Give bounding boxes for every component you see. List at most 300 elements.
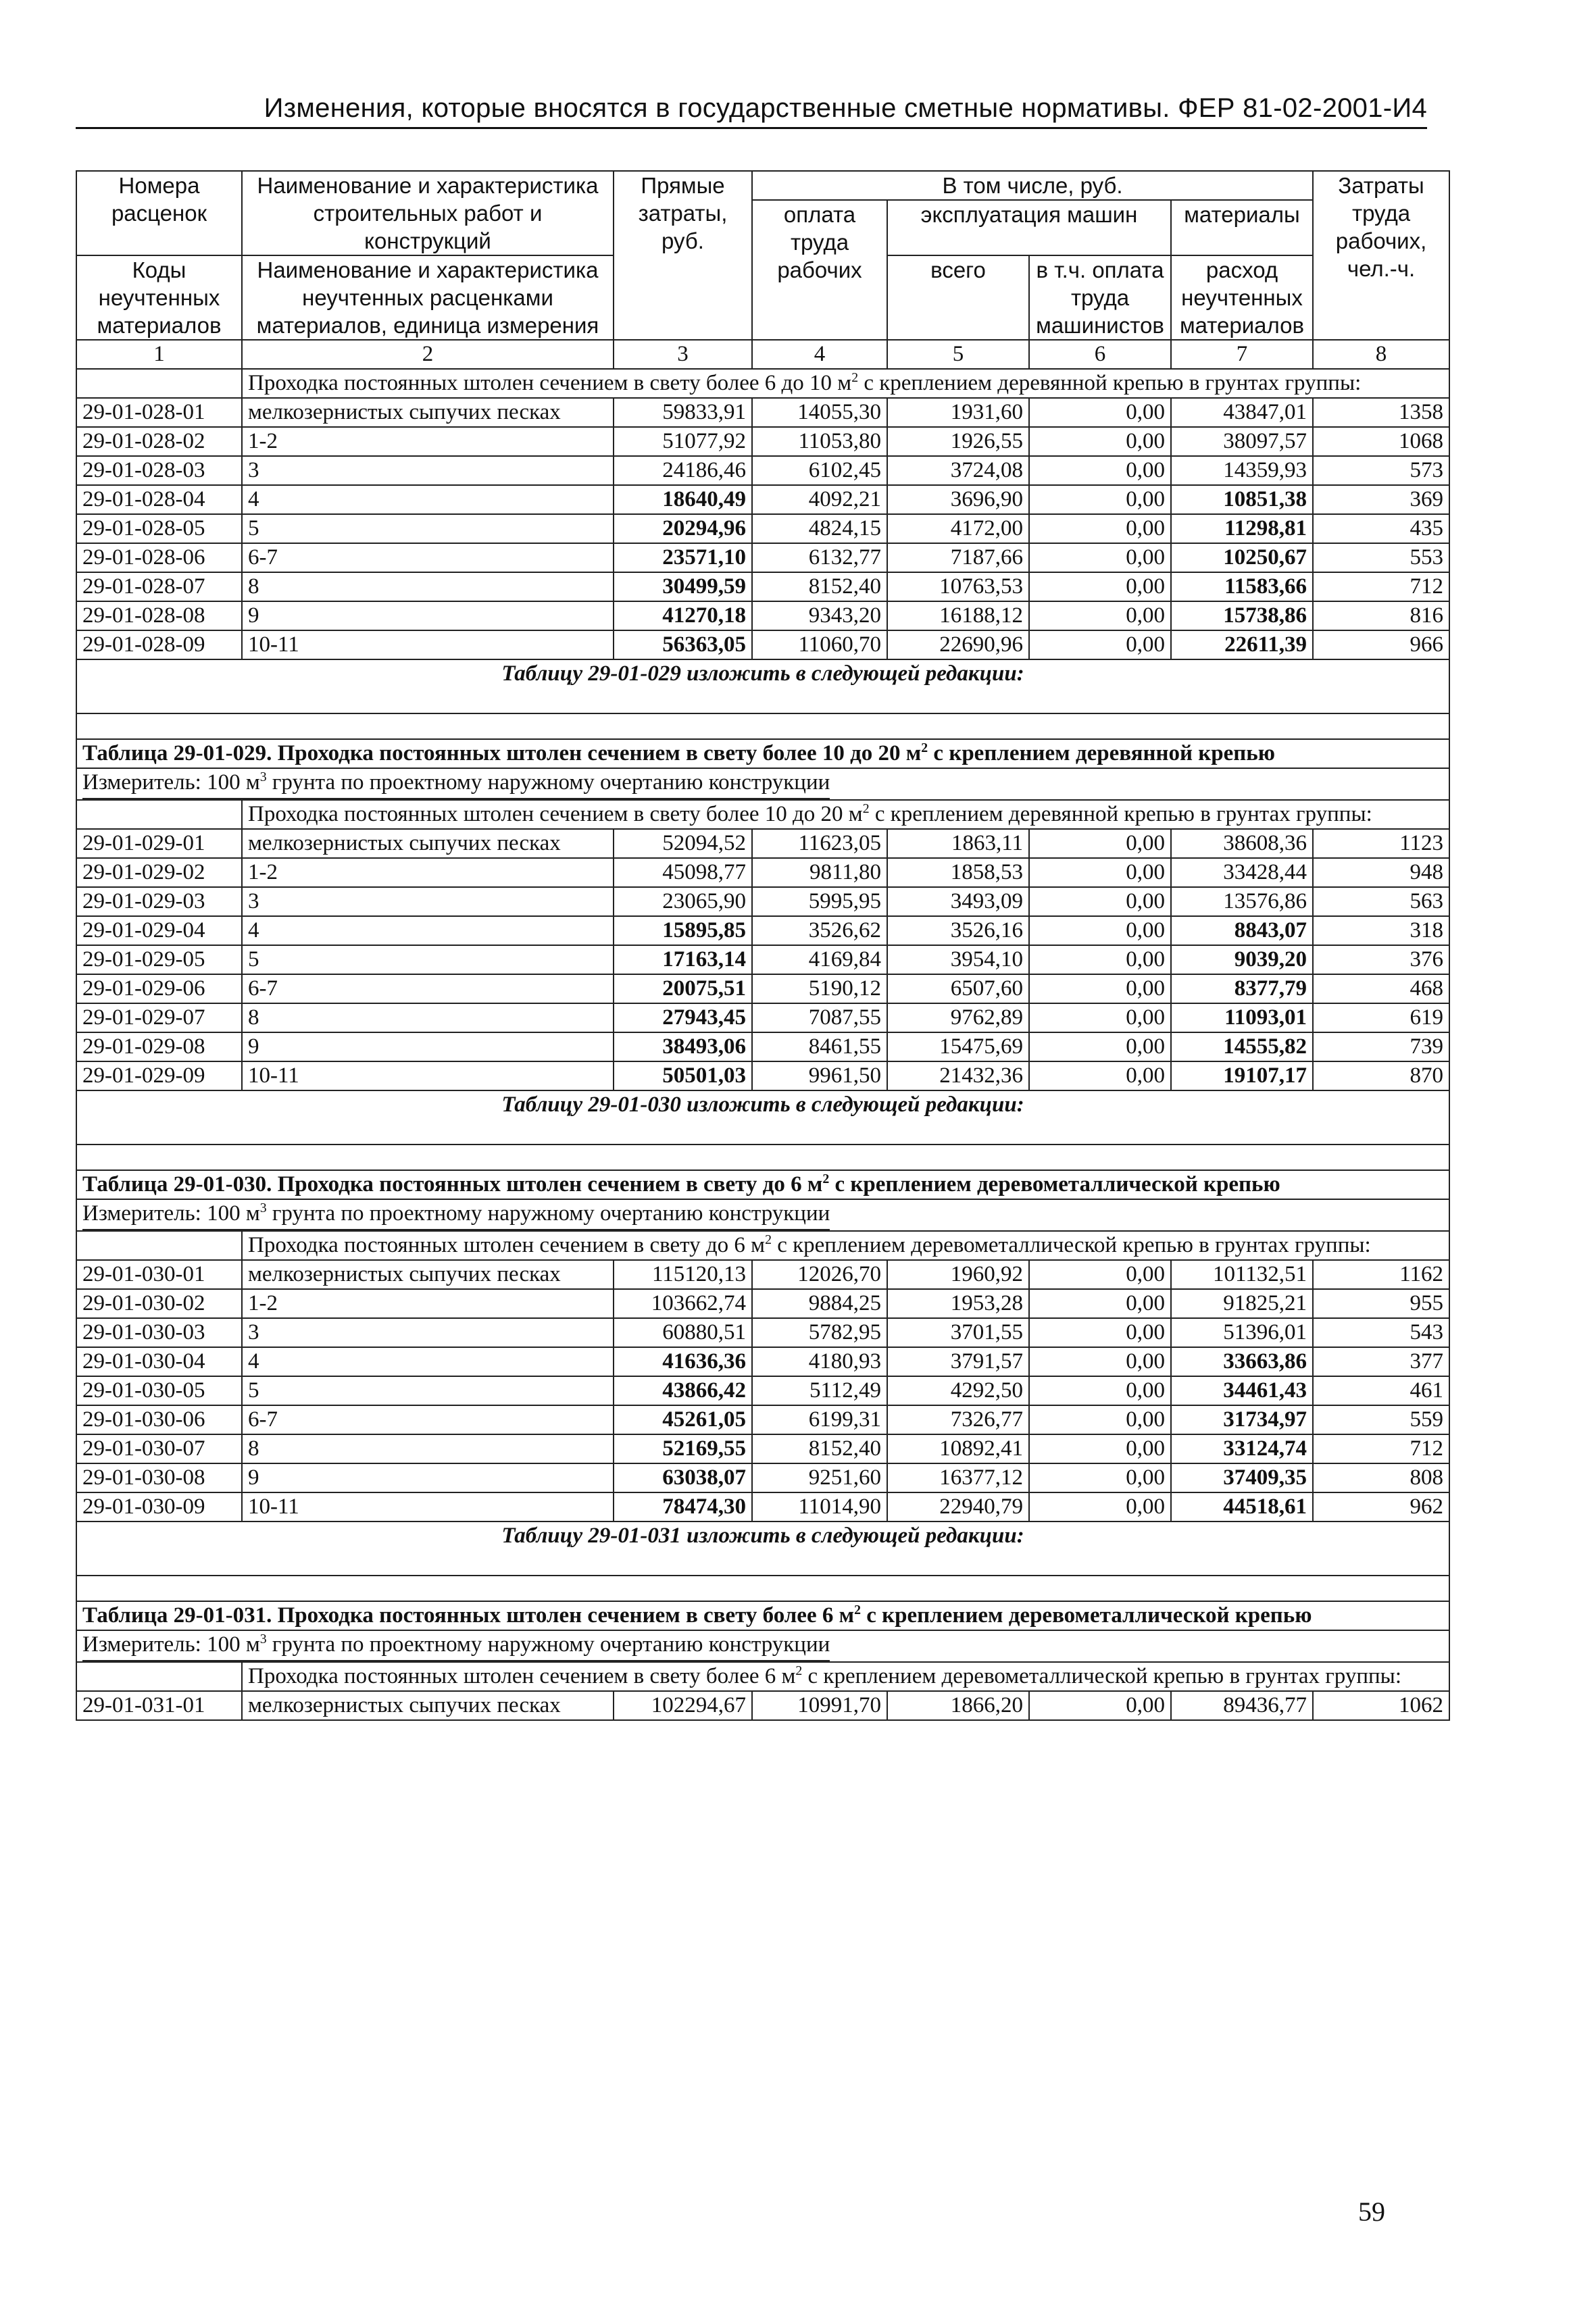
- header-row-1: [76, 171, 1449, 200]
- rate-code: 29-01-030-01: [76, 1260, 242, 1289]
- rate-name: мелкозернистых сыпучих песках: [242, 829, 614, 858]
- table-title-row: [76, 1170, 1449, 1199]
- labor-cost: 543: [1313, 1318, 1449, 1347]
- direct-cost: 23065,90: [614, 887, 752, 916]
- col-number: 7: [1171, 340, 1313, 369]
- materials-cost: 33124,74: [1171, 1434, 1313, 1463]
- table-row: [76, 1347, 1449, 1376]
- col-machines: эксплуатация машин: [887, 200, 1171, 255]
- materials-cost: 10851,38: [1171, 485, 1313, 514]
- table-title-text: Проходка постоянных штолен сечением в свету более 6 $м^2$ с креплением деревометаллической крепью: [277, 1603, 1312, 1628]
- rate-code: 29-01-030-08: [76, 1463, 242, 1492]
- labor-pay: 9343,20: [752, 601, 887, 630]
- direct-cost: 51077,92: [614, 427, 752, 456]
- machine-labor: 0,00: [1029, 1347, 1171, 1376]
- col-name-bottom: Наименование и характеристика неучтенных расценками материалов, единица измерения: [242, 255, 614, 340]
- edition-note: Таблицу 29-01-030 изложить в следующей редакции:: [76, 1090, 1449, 1145]
- labor-cost: 468: [1313, 974, 1449, 1003]
- direct-cost: 103662,74: [614, 1289, 752, 1318]
- labor-cost: 318: [1313, 916, 1449, 945]
- rate-name: 9: [242, 1463, 614, 1492]
- materials-cost: 22611,39: [1171, 630, 1313, 659]
- note-row: [76, 1521, 1449, 1576]
- rate-name: 5: [242, 1376, 614, 1405]
- labor-cost: 966: [1313, 630, 1449, 659]
- col-name-top: Наименование и характеристика строительных работ и конструкций: [242, 171, 614, 255]
- table-title-number: Таблица 29-01-029.: [82, 741, 272, 765]
- rate-name: 3: [242, 1318, 614, 1347]
- rate-code: 29-01-030-03: [76, 1318, 242, 1347]
- rate-code: 29-01-028-02: [76, 427, 242, 456]
- labor-cost: 1358: [1313, 398, 1449, 427]
- group-empty-cell: [76, 369, 242, 398]
- rate-name: 3: [242, 887, 614, 916]
- labor-cost: 563: [1313, 887, 1449, 916]
- group-row: [76, 1662, 1449, 1691]
- labor-pay: 8152,40: [752, 1434, 887, 1463]
- materials-cost: 11298,81: [1171, 514, 1313, 543]
- materials-cost: 34461,43: [1171, 1376, 1313, 1405]
- labor-pay: 6102,45: [752, 456, 887, 485]
- machine-labor: 0,00: [1029, 1691, 1171, 1720]
- table-row: [76, 456, 1449, 485]
- labor-pay: 11623,05: [752, 829, 887, 858]
- machine-labor: 0,00: [1029, 1376, 1171, 1405]
- labor-pay: 4824,15: [752, 514, 887, 543]
- machines-total: 1863,11: [887, 829, 1029, 858]
- labor-cost: 808: [1313, 1463, 1449, 1492]
- machines-total: 7187,66: [887, 543, 1029, 572]
- rate-name: 1-2: [242, 427, 614, 456]
- machines-total: 15475,69: [887, 1032, 1029, 1061]
- materials-cost: 8377,79: [1171, 974, 1313, 1003]
- edition-note: Таблицу 29-01-029 изложить в следующей редакции:: [76, 659, 1449, 713]
- labor-cost: 962: [1313, 1492, 1449, 1521]
- machine-labor: 0,00: [1029, 601, 1171, 630]
- materials-cost: 8843,07: [1171, 916, 1313, 945]
- materials-cost: 91825,21: [1171, 1289, 1313, 1318]
- col-number: 2: [242, 340, 614, 369]
- direct-cost: 102294,67: [614, 1691, 752, 1720]
- col-number: 1: [76, 340, 242, 369]
- labor-pay: 5995,95: [752, 887, 887, 916]
- materials-cost: 33663,86: [1171, 1347, 1313, 1376]
- table-row: [76, 1691, 1449, 1720]
- rate-code: 29-01-029-02: [76, 858, 242, 887]
- table-row: [76, 1003, 1449, 1032]
- measure-cell: [76, 768, 1449, 800]
- table-title-text: Проходка постоянных штолен сечением в свету более 10 до 20 $м^2$ с креплением деревянной крепью: [277, 740, 1275, 765]
- rate-name: 8: [242, 1434, 614, 1463]
- labor-cost: 948: [1313, 858, 1449, 887]
- rate-code: 29-01-030-05: [76, 1376, 242, 1405]
- labor-pay: 5112,49: [752, 1376, 887, 1405]
- col-number: 6: [1029, 340, 1171, 369]
- measure-row: [76, 1630, 1449, 1662]
- labor-pay: 6132,77: [752, 543, 887, 572]
- rate-code: 29-01-028-03: [76, 456, 242, 485]
- table-row: [76, 974, 1449, 1003]
- measure-cell: [76, 1630, 1449, 1662]
- machines-total: 1858,53: [887, 858, 1029, 887]
- machine-labor: 0,00: [1029, 887, 1171, 916]
- gap-cell: [76, 713, 1449, 739]
- direct-cost: 45098,77: [614, 858, 752, 887]
- materials-cost: 14555,82: [1171, 1032, 1313, 1061]
- rate-name: мелкозернистых сыпучих песках: [242, 398, 614, 427]
- measure-row: [76, 1199, 1449, 1231]
- table-row: [76, 1032, 1449, 1061]
- machines-total: 7326,77: [887, 1405, 1029, 1434]
- labor-cost: 955: [1313, 1289, 1449, 1318]
- col-rate-no: Номера расценок: [76, 171, 242, 255]
- labor-pay: 12026,70: [752, 1260, 887, 1289]
- group-row: [76, 1231, 1449, 1260]
- table-row: [76, 945, 1449, 974]
- machine-labor: 0,00: [1029, 1061, 1171, 1090]
- rate-name: 10-11: [242, 630, 614, 659]
- rate-name: 5: [242, 514, 614, 543]
- group-text: Проходка постоянных штолен сечением в свету более 6 $м^2$ с креплением деревометаллической крепью в грунтах группы:: [242, 1662, 1449, 1691]
- machines-total: 21432,36: [887, 1061, 1029, 1090]
- labor-cost: 376: [1313, 945, 1449, 974]
- rate-code: 29-01-028-08: [76, 601, 242, 630]
- rate-name: 6-7: [242, 974, 614, 1003]
- group-text: Проходка постоянных штолен сечением в свету более 10 до 20 $м^2$ с креплением деревянной крепью в грунтах группы:: [242, 800, 1449, 829]
- direct-cost: 38493,06: [614, 1032, 752, 1061]
- rate-code: 29-01-030-02: [76, 1289, 242, 1318]
- direct-cost: 52094,52: [614, 829, 752, 858]
- machine-labor: 0,00: [1029, 398, 1171, 427]
- table-row: [76, 916, 1449, 945]
- direct-cost: 27943,45: [614, 1003, 752, 1032]
- rate-name: 4: [242, 916, 614, 945]
- materials-cost: 9039,20: [1171, 945, 1313, 974]
- labor-cost: 1062: [1313, 1691, 1449, 1720]
- rate-code: 29-01-028-07: [76, 572, 242, 601]
- materials-cost: 31734,97: [1171, 1405, 1313, 1434]
- machine-labor: 0,00: [1029, 485, 1171, 514]
- col-labor-cost: Затраты труда рабочих, чел.-ч.: [1313, 171, 1449, 340]
- rate-code: 29-01-030-07: [76, 1434, 242, 1463]
- machines-total: 22690,96: [887, 630, 1029, 659]
- materials-cost: 10250,67: [1171, 543, 1313, 572]
- labor-pay: 8461,55: [752, 1032, 887, 1061]
- col-number: 8: [1313, 340, 1449, 369]
- measure-text: Измеритель: 100 $м^3$ грунта по проектному наружному очертанию конструкции: [82, 1631, 830, 1661]
- labor-cost: 619: [1313, 1003, 1449, 1032]
- machines-total: 9762,89: [887, 1003, 1029, 1032]
- table-row: [76, 858, 1449, 887]
- group-empty-cell: [76, 800, 242, 829]
- rate-name: 10-11: [242, 1492, 614, 1521]
- labor-cost: 712: [1313, 1434, 1449, 1463]
- group-row: [76, 369, 1449, 398]
- rate-name: мелкозернистых сыпучих песках: [242, 1691, 614, 1720]
- direct-cost: 59833,91: [614, 398, 752, 427]
- rate-name: 10-11: [242, 1061, 614, 1090]
- machine-labor: 0,00: [1029, 427, 1171, 456]
- document-header: Изменения, которые вносятся в государственные сметные нормативы. ФЕР 81-02-2001-И4: [264, 93, 1427, 123]
- table-row: [76, 1061, 1449, 1090]
- rate-name: 1-2: [242, 858, 614, 887]
- machines-total: 16377,12: [887, 1463, 1029, 1492]
- materials-cost: 11093,01: [1171, 1003, 1313, 1032]
- labor-pay: 6199,31: [752, 1405, 887, 1434]
- col-materials: материалы: [1171, 200, 1313, 255]
- table-row: [76, 485, 1449, 514]
- labor-pay: 3526,62: [752, 916, 887, 945]
- materials-cost: 38097,57: [1171, 427, 1313, 456]
- rate-name: 6-7: [242, 1405, 614, 1434]
- table-row: [76, 1260, 1449, 1289]
- materials-cost: 14359,93: [1171, 456, 1313, 485]
- rate-code: 29-01-029-04: [76, 916, 242, 945]
- rate-code: 29-01-029-06: [76, 974, 242, 1003]
- labor-cost: 559: [1313, 1405, 1449, 1434]
- rate-name: 6-7: [242, 543, 614, 572]
- machines-total: 10763,53: [887, 572, 1029, 601]
- rate-name: мелкозернистых сыпучих песках: [242, 1260, 614, 1289]
- materials-cost: 37409,35: [1171, 1463, 1313, 1492]
- rate-code: 29-01-029-01: [76, 829, 242, 858]
- rate-code: 29-01-028-06: [76, 543, 242, 572]
- table-row: [76, 829, 1449, 858]
- labor-cost: 712: [1313, 572, 1449, 601]
- direct-cost: 56363,05: [614, 630, 752, 659]
- labor-pay: 10991,70: [752, 1691, 887, 1720]
- rate-name: 1-2: [242, 1289, 614, 1318]
- estimate-sheet: [76, 170, 1449, 1721]
- table-title-row: [76, 1601, 1449, 1630]
- col-number: 4: [752, 340, 887, 369]
- direct-cost: 17163,14: [614, 945, 752, 974]
- measure-row: [76, 768, 1449, 800]
- table-row: [76, 887, 1449, 916]
- labor-pay: 9961,50: [752, 1061, 887, 1090]
- labor-pay: 11053,80: [752, 427, 887, 456]
- col-incl: В том числе, руб.: [752, 171, 1313, 200]
- direct-cost: 18640,49: [614, 485, 752, 514]
- table-row: [76, 572, 1449, 601]
- rate-code: 29-01-028-04: [76, 485, 242, 514]
- table-row: [76, 1405, 1449, 1434]
- labor-pay: 8152,40: [752, 572, 887, 601]
- group-text: Проходка постоянных штолен сечением в свету до 6 $м^2$ с креплением деревометаллической крепью в грунтах группы:: [242, 1231, 1449, 1260]
- rate-code: 29-01-029-07: [76, 1003, 242, 1032]
- edition-note: Таблицу 29-01-031 изложить в следующей редакции:: [76, 1521, 1449, 1576]
- machine-labor: 0,00: [1029, 1003, 1171, 1032]
- machines-total: 3696,90: [887, 485, 1029, 514]
- table-row: [76, 1463, 1449, 1492]
- rate-name: 8: [242, 1003, 614, 1032]
- rate-code: 29-01-029-08: [76, 1032, 242, 1061]
- direct-cost: 115120,13: [614, 1260, 752, 1289]
- machine-labor: 0,00: [1029, 974, 1171, 1003]
- rate-name: 9: [242, 1032, 614, 1061]
- direct-cost: 78474,30: [614, 1492, 752, 1521]
- machine-labor: 0,00: [1029, 829, 1171, 858]
- table-title-text: Проходка постоянных штолен сечением в свету до 6 $м^2$ с креплением деревометаллической крепью: [277, 1172, 1280, 1197]
- labor-cost: 553: [1313, 543, 1449, 572]
- note-row: [76, 659, 1449, 713]
- rate-name: 3: [242, 456, 614, 485]
- table-row: [76, 630, 1449, 659]
- labor-cost: 435: [1313, 514, 1449, 543]
- rate-name: 5: [242, 945, 614, 974]
- table-title-row: [76, 739, 1449, 768]
- machine-labor: 0,00: [1029, 1260, 1171, 1289]
- labor-cost: 369: [1313, 485, 1449, 514]
- header-rule: [76, 127, 1427, 129]
- table-row: [76, 1376, 1449, 1405]
- materials-cost: 19107,17: [1171, 1061, 1313, 1090]
- group-text: Проходка постоянных штолен сечением в свету более 6 до 10 $м^2$ с креплением деревянной крепью в грунтах группы:: [242, 369, 1449, 398]
- col-number: 5: [887, 340, 1029, 369]
- rate-code: 29-01-028-09: [76, 630, 242, 659]
- direct-cost: 43866,42: [614, 1376, 752, 1405]
- col-machine-labor: в т.ч. оплата труда машинистов: [1029, 255, 1171, 340]
- direct-cost: 60880,51: [614, 1318, 752, 1347]
- labor-cost: 1123: [1313, 829, 1449, 858]
- rate-code: 29-01-030-09: [76, 1492, 242, 1521]
- machines-total: 3701,55: [887, 1318, 1029, 1347]
- direct-cost: 52169,55: [614, 1434, 752, 1463]
- machine-labor: 0,00: [1029, 858, 1171, 887]
- machines-total: 22940,79: [887, 1492, 1029, 1521]
- labor-pay: 5782,95: [752, 1318, 887, 1347]
- labor-cost: 1068: [1313, 427, 1449, 456]
- gap-row: [76, 713, 1449, 739]
- materials-cost: 33428,44: [1171, 858, 1313, 887]
- table-row: [76, 1492, 1449, 1521]
- materials-cost: 44518,61: [1171, 1492, 1313, 1521]
- machines-total: 3954,10: [887, 945, 1029, 974]
- gap-cell: [76, 1145, 1449, 1170]
- labor-cost: 1162: [1313, 1260, 1449, 1289]
- labor-pay: 11014,90: [752, 1492, 887, 1521]
- direct-cost: 24186,46: [614, 456, 752, 485]
- machine-labor: 0,00: [1029, 1492, 1171, 1521]
- machines-total: 1926,55: [887, 427, 1029, 456]
- machine-labor: 0,00: [1029, 456, 1171, 485]
- machines-total: 3493,09: [887, 887, 1029, 916]
- rate-code: 29-01-029-03: [76, 887, 242, 916]
- machines-total: 3526,16: [887, 916, 1029, 945]
- materials-cost: 51396,01: [1171, 1318, 1313, 1347]
- gap-row: [76, 1576, 1449, 1601]
- table-row: [76, 514, 1449, 543]
- table-title-number: Таблица 29-01-031.: [82, 1603, 272, 1628]
- labor-pay: 9884,25: [752, 1289, 887, 1318]
- rate-code: 29-01-031-01: [76, 1691, 242, 1720]
- machines-total: 4292,50: [887, 1376, 1029, 1405]
- col-labor-pay: оплата труда рабочих: [752, 200, 887, 340]
- labor-pay: 4092,21: [752, 485, 887, 514]
- labor-pay: 9811,80: [752, 858, 887, 887]
- labor-pay: 4180,93: [752, 1347, 887, 1376]
- machine-labor: 0,00: [1029, 1405, 1171, 1434]
- group-empty-cell: [76, 1231, 242, 1260]
- table-title: [76, 1170, 1449, 1199]
- labor-cost: 816: [1313, 601, 1449, 630]
- labor-pay: 4169,84: [752, 945, 887, 974]
- rate-code: 29-01-030-04: [76, 1347, 242, 1376]
- measure-cell: [76, 1199, 1449, 1231]
- machine-labor: 0,00: [1029, 916, 1171, 945]
- machines-total: 1931,60: [887, 398, 1029, 427]
- rate-name: 9: [242, 601, 614, 630]
- page-number: 59: [1358, 2196, 1385, 2227]
- materials-cost: 13576,86: [1171, 887, 1313, 916]
- rate-code: 29-01-030-06: [76, 1405, 242, 1434]
- rate-name: 4: [242, 485, 614, 514]
- labor-cost: 739: [1313, 1032, 1449, 1061]
- machines-total: 1953,28: [887, 1289, 1029, 1318]
- direct-cost: 23571,10: [614, 543, 752, 572]
- table-title: [76, 739, 1449, 768]
- rates-table: [76, 170, 1450, 1721]
- machines-total: 3724,08: [887, 456, 1029, 485]
- labor-pay: 5190,12: [752, 974, 887, 1003]
- machine-labor: 0,00: [1029, 514, 1171, 543]
- labor-pay: 14055,30: [752, 398, 887, 427]
- table-row: [76, 1434, 1449, 1463]
- machines-total: 1866,20: [887, 1691, 1029, 1720]
- table-row: [76, 398, 1449, 427]
- materials-cost: 11583,66: [1171, 572, 1313, 601]
- gap-row: [76, 1145, 1449, 1170]
- labor-pay: 11060,70: [752, 630, 887, 659]
- rate-name: 4: [242, 1347, 614, 1376]
- measure-text: Измеритель: 100 $м^3$ грунта по проектному наружному очертанию конструкции: [82, 769, 830, 799]
- direct-cost: 30499,59: [614, 572, 752, 601]
- group-row: [76, 800, 1449, 829]
- machine-labor: 0,00: [1029, 1318, 1171, 1347]
- machine-labor: 0,00: [1029, 630, 1171, 659]
- table-title-number: Таблица 29-01-030.: [82, 1172, 272, 1197]
- rate-name: 8: [242, 572, 614, 601]
- machine-labor: 0,00: [1029, 945, 1171, 974]
- table-row: [76, 543, 1449, 572]
- machines-total: 1960,92: [887, 1260, 1029, 1289]
- direct-cost: 20075,51: [614, 974, 752, 1003]
- direct-cost: 41636,36: [614, 1347, 752, 1376]
- machines-total: 16188,12: [887, 601, 1029, 630]
- labor-cost: 573: [1313, 456, 1449, 485]
- machine-labor: 0,00: [1029, 1434, 1171, 1463]
- labor-cost: 870: [1313, 1061, 1449, 1090]
- materials-cost: 15738,86: [1171, 601, 1313, 630]
- machine-labor: 0,00: [1029, 1463, 1171, 1492]
- col-mat-usage: расход неучтенных материалов: [1171, 255, 1313, 340]
- materials-cost: 38608,36: [1171, 829, 1313, 858]
- machine-labor: 0,00: [1029, 1032, 1171, 1061]
- direct-cost: 20294,96: [614, 514, 752, 543]
- rate-code: 29-01-028-05: [76, 514, 242, 543]
- col-codes: Коды неучтенных материалов: [76, 255, 242, 340]
- labor-cost: 461: [1313, 1376, 1449, 1405]
- direct-cost: 63038,07: [614, 1463, 752, 1492]
- machines-total: 3791,57: [887, 1347, 1029, 1376]
- rate-code: 29-01-028-01: [76, 398, 242, 427]
- rate-code: 29-01-029-05: [76, 945, 242, 974]
- direct-cost: 50501,03: [614, 1061, 752, 1090]
- materials-cost: 101132,51: [1171, 1260, 1313, 1289]
- machine-labor: 0,00: [1029, 543, 1171, 572]
- machine-labor: 0,00: [1029, 572, 1171, 601]
- direct-cost: 15895,85: [614, 916, 752, 945]
